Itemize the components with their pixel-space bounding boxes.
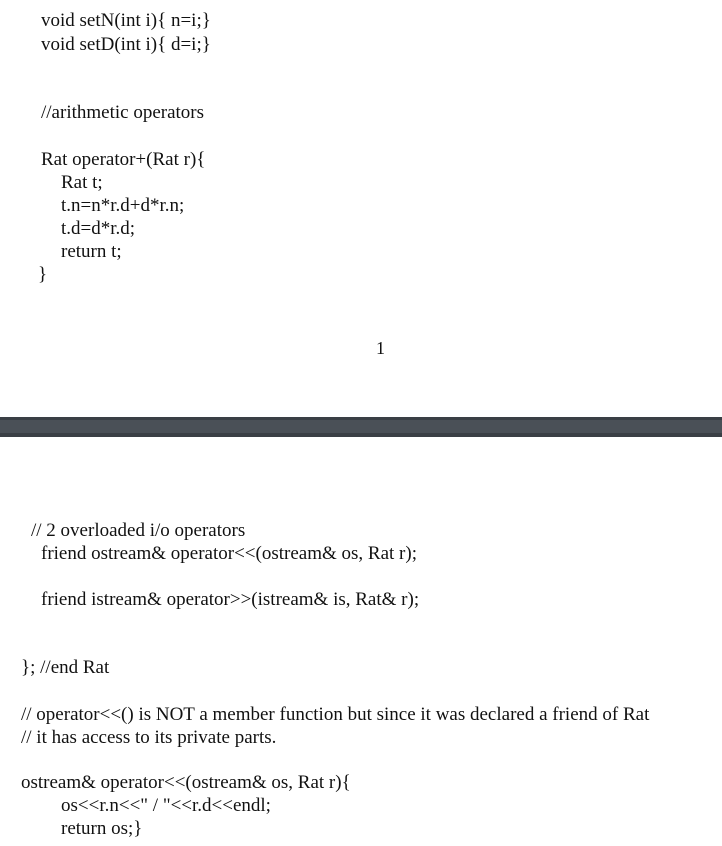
code-line-close-brace: } xyxy=(38,264,48,285)
page-separator-band xyxy=(0,420,722,433)
comment-private-parts: // it has access to its private parts. xyxy=(21,727,277,748)
page-number: 1 xyxy=(376,338,385,358)
document-page-2 xyxy=(0,437,722,846)
code-line-setN: void setN(int i){ n=i;} xyxy=(41,10,211,31)
code-line-operator-plus: Rat operator+(Rat r){ xyxy=(41,149,206,170)
code-line-return-os: return os;} xyxy=(61,818,143,839)
comment-arithmetic: //arithmetic operators xyxy=(41,102,205,123)
code-line-friend-ostream: friend ostream& operator<<(ostream& os, Rat r); xyxy=(41,543,417,564)
document-page-1 xyxy=(0,0,722,417)
code-line-rat-t: Rat t; xyxy=(61,172,103,193)
comment-not-member: // operator<<() is NOT a member function but since it was declared a friend of Rat xyxy=(21,704,650,725)
code-line-operator-out: ostream& operator<<(ostream& os, Rat r){ xyxy=(21,772,351,793)
code-line-t-n: t.n=n*r.d+d*r.n; xyxy=(61,195,185,216)
code-line-return-t: return t; xyxy=(61,241,122,262)
page-separator xyxy=(0,417,722,437)
code-line-os-output: os<<r.n<<" / "<<r.d<<endl; xyxy=(61,795,271,816)
code-line-t-d: t.d=d*r.d; xyxy=(61,218,136,239)
code-line-end-rat: }; //end Rat xyxy=(21,657,110,678)
code-line-setD: void setD(int i){ d=i;} xyxy=(41,34,211,55)
code-line-friend-istream: friend istream& operator>>(istream& is, Rat& r); xyxy=(41,589,420,610)
comment-io-operators: // 2 overloaded i/o operators xyxy=(31,520,246,541)
